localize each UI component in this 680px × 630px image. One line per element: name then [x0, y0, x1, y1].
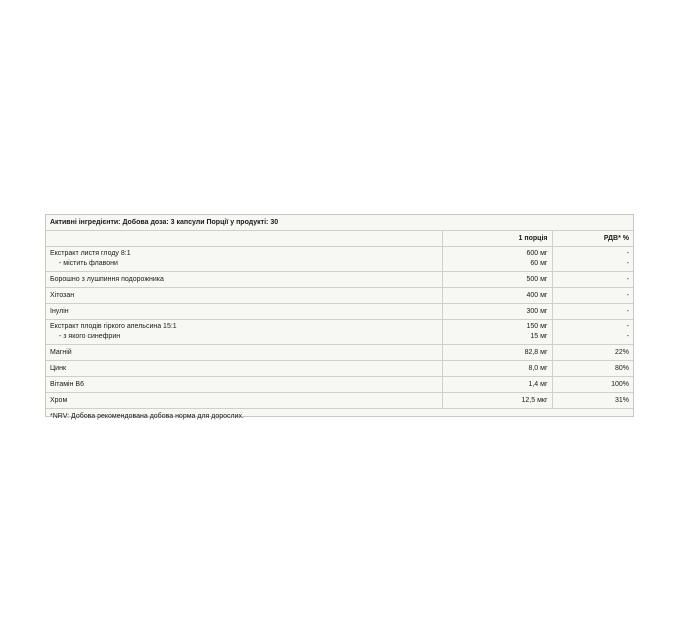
- table-row: [46, 393, 633, 409]
- ingredient-name: Борошно з лушпиння подорожника: [46, 272, 442, 288]
- ingredient-amount: 82,8 мг: [442, 345, 552, 361]
- ingredient-amount: [442, 247, 552, 272]
- ingredient-main-label: Екстракт плодів гіркого апельсина 15:1: [50, 323, 177, 330]
- ingredient-name: Інулін: [46, 304, 442, 320]
- ingredient-rdv: [552, 320, 633, 345]
- ingredient-amount: 500 мг: [442, 272, 552, 288]
- ingredient-name: Цинк: [46, 361, 442, 377]
- column-header-name: [46, 231, 442, 247]
- ingredient-rdv: -: [552, 288, 633, 304]
- ingredients-table: [46, 215, 633, 424]
- ingredient-name: Магній: [46, 345, 442, 361]
- ingredient-amount: 12,5 мкг: [442, 393, 552, 409]
- ingredient-amount: [442, 320, 552, 345]
- ingredient-rdv: -: [552, 304, 633, 320]
- ingredient-name: [46, 320, 442, 345]
- ingredient-sub-label: - з якого синефрин: [59, 333, 121, 340]
- table-row: [46, 377, 633, 393]
- ingredient-sub-rdv: -: [626, 260, 629, 267]
- column-header-serving: 1 порція: [442, 231, 552, 247]
- column-header-rdv: РДВ* %: [552, 231, 633, 247]
- table-row: [46, 345, 633, 361]
- ingredient-amount: 1,4 мг: [442, 377, 552, 393]
- table-row: [46, 361, 633, 377]
- ingredient-main-amount: 150 мг: [526, 323, 548, 330]
- ingredient-amount: 300 мг: [442, 304, 552, 320]
- ingredient-rdv: 80%: [552, 361, 633, 377]
- ingredient-rdv: -: [552, 272, 633, 288]
- table-row: [46, 320, 633, 345]
- ingredient-name: [46, 247, 442, 272]
- ingredient-sub-amount: 15 мг: [530, 333, 548, 340]
- supplement-facts-table: [45, 214, 634, 420]
- table-header-title: Активні інгредієнти: Добова доза: 3 капсули Порції у продукті: 30: [46, 215, 633, 231]
- ingredient-sub-label: - містить флавони: [59, 260, 118, 267]
- ingredient-main-rdv: -: [626, 250, 629, 257]
- table-row: [46, 288, 633, 304]
- ingredient-sub-amount: 60 мг: [530, 260, 548, 267]
- table-row: [46, 272, 633, 288]
- ingredient-rdv: 100%: [552, 377, 633, 393]
- footnote-row: [46, 409, 633, 425]
- ingredient-rdv: 22%: [552, 345, 633, 361]
- ingredient-main-label: Екстракт листя глоду 8:1: [50, 250, 131, 257]
- ingredient-main-rdv: -: [626, 323, 629, 330]
- ingredient-rdv: 31%: [552, 393, 633, 409]
- column-header-row: [46, 231, 633, 247]
- ingredient-name: Хром: [46, 393, 442, 409]
- table-header-row: [46, 215, 633, 231]
- ingredient-sub-rdv: -: [626, 333, 629, 340]
- table-row: [46, 304, 633, 320]
- table-row: [46, 247, 633, 272]
- ingredient-amount: 8,0 мг: [442, 361, 552, 377]
- ingredient-rdv: [552, 247, 633, 272]
- ingredient-main-amount: 600 мг: [526, 250, 548, 257]
- ingredient-amount: 400 мг: [442, 288, 552, 304]
- footnote-text: *NRV: Добова рекомендована добова норма для дорослих.: [50, 412, 244, 420]
- ingredient-name: Вітамін B6: [46, 377, 442, 393]
- ingredient-name: Хітозан: [46, 288, 442, 304]
